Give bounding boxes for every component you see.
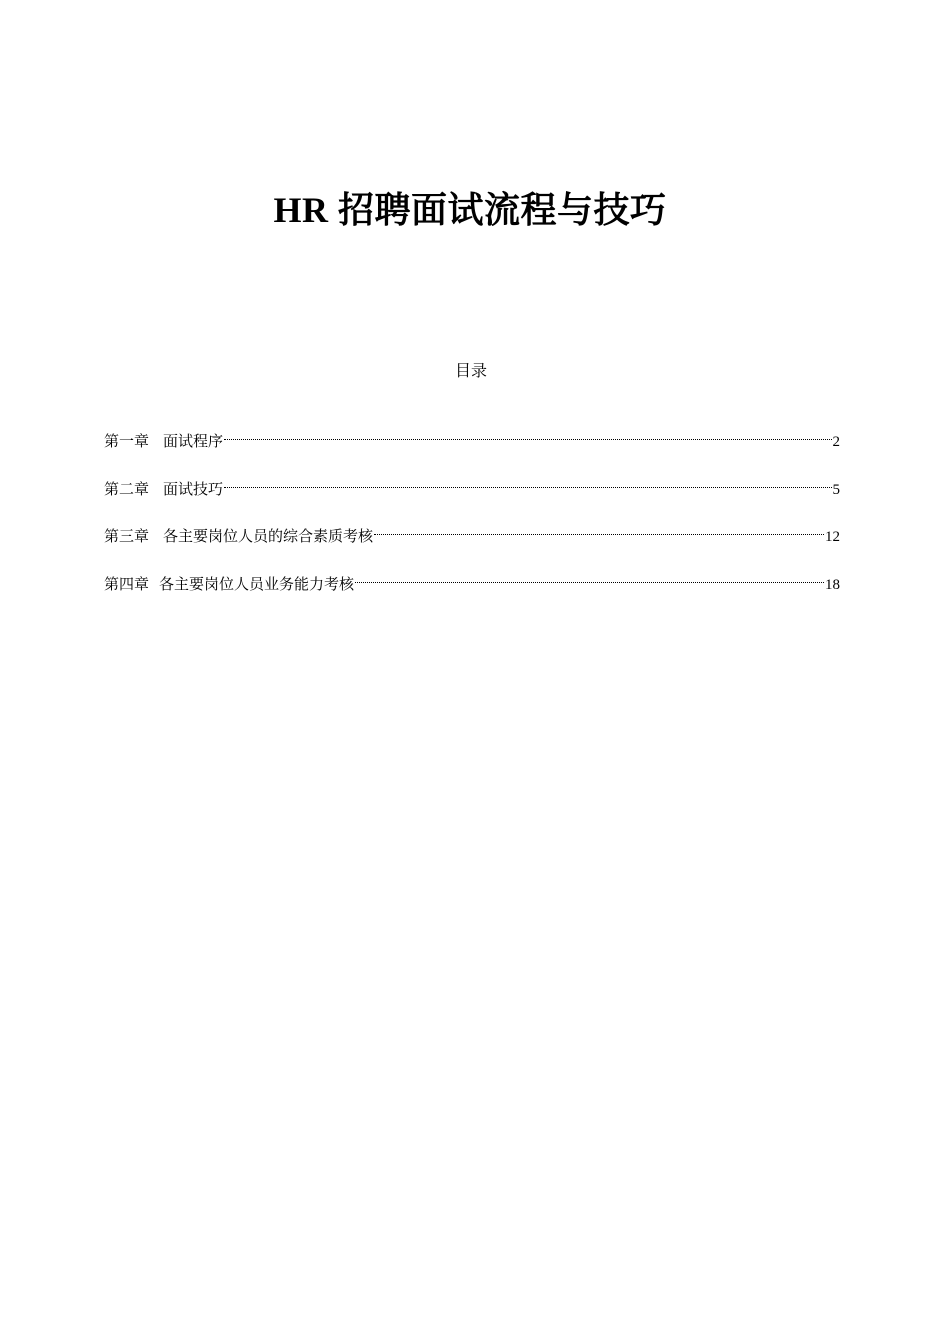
toc-dot-leader xyxy=(224,422,831,446)
toc-heading: 目录 xyxy=(454,363,487,380)
toc-chapter-label: 第四章 xyxy=(104,576,150,593)
toc-page-number: 2 xyxy=(832,434,840,450)
toc-dot-leader xyxy=(355,565,824,589)
toc-chapter-title: 各主要岗位人员业务能力考核 xyxy=(159,576,355,593)
toc-page-number: 12 xyxy=(825,529,840,545)
document-title: HR 招聘面试流程与技巧 xyxy=(273,190,667,230)
toc-chapter-title: 各主要岗位人员的综合素质考核 xyxy=(163,529,374,545)
table-of-contents xyxy=(104,422,840,612)
toc-page-number: 18 xyxy=(825,576,840,593)
toc-entry-chapter-1[interactable] xyxy=(104,422,840,450)
toc-chapter-label: 第一章 xyxy=(104,434,150,450)
toc-chapter-title: 面试程序 xyxy=(163,434,224,450)
toc-page-number: 5 xyxy=(832,481,840,498)
toc-entry-chapter-3[interactable] xyxy=(104,517,840,545)
toc-chapter-label: 第二章 xyxy=(104,481,150,498)
toc-entry-chapter-2[interactable] xyxy=(104,470,840,498)
toc-chapter-label: 第三章 xyxy=(104,529,150,545)
toc-entry-chapter-4[interactable] xyxy=(104,565,840,593)
toc-dot-leader xyxy=(374,517,824,541)
toc-dot-leader xyxy=(224,470,831,494)
toc-chapter-title: 面试技巧 xyxy=(163,481,224,498)
